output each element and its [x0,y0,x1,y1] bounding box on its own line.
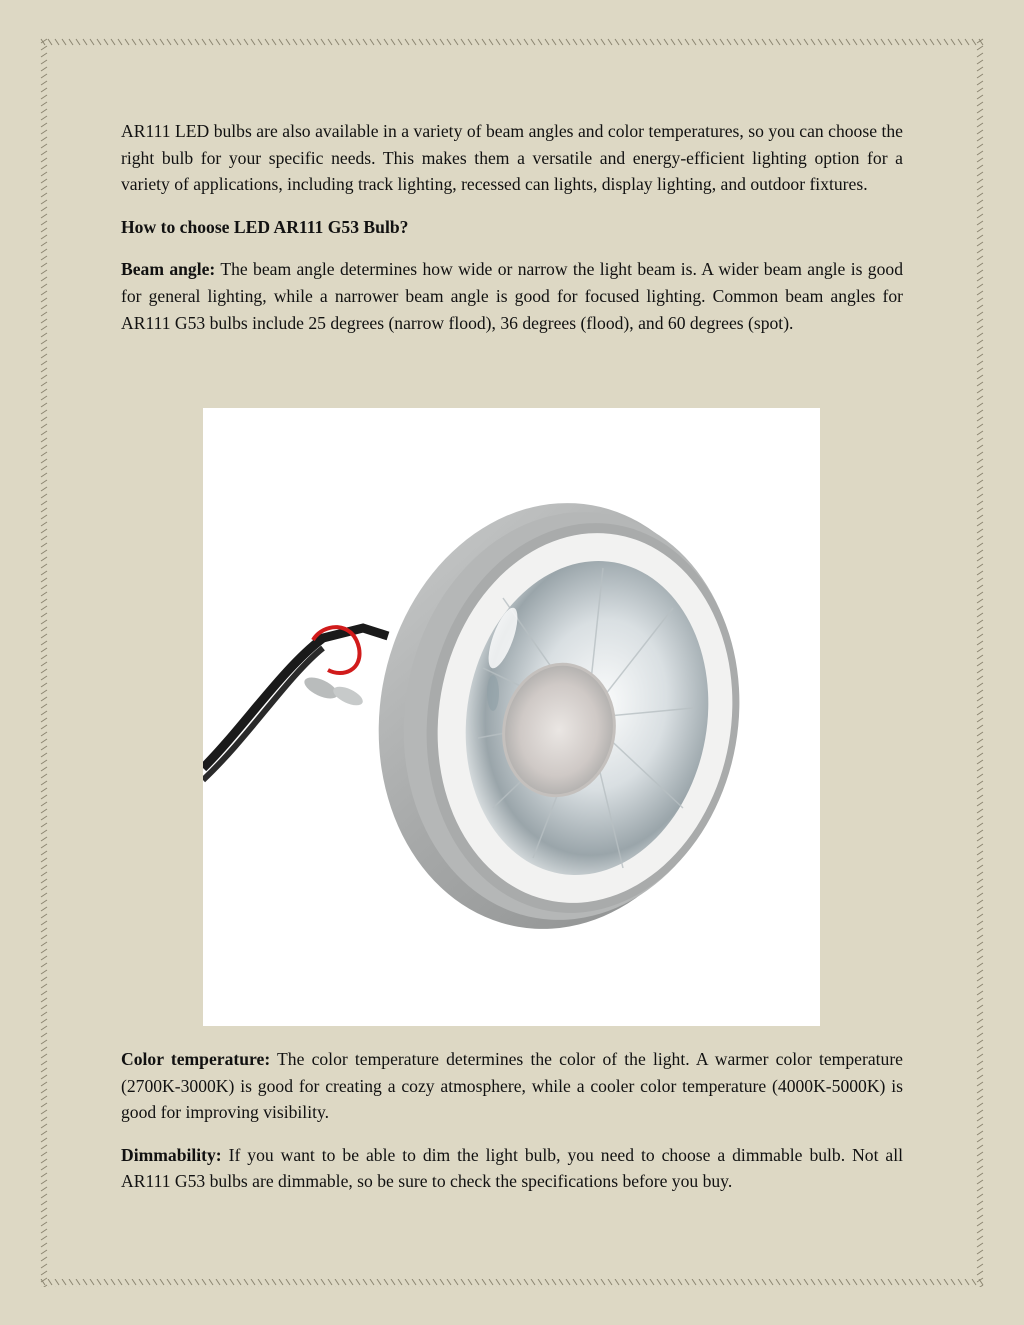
product-photo-ar111-bulb [203,408,820,1026]
dimmability-text: If you want to be able to dim the light bulb, you need to choose a dimmable bulb. Not all AR111 G53 bulbs are dimmable, so be sure to check the specifications before you buy. [121,1144,903,1192]
dimmability-label: Dimmability: [121,1144,222,1165]
dimmability-paragraph [121,1142,903,1195]
color-temperature-paragraph [121,1046,903,1126]
intro-paragraph: AR111 LED bulbs are also available in a variety of beam angles and color temperatures, so you can choose the right bulb for your specific needs. This makes them a versatile and energy-efficient lighting option for a variety of applications, including track lighting, recessed can lights, display lighting, and outdoor fixtures. [121,121,903,195]
article-body-bottom [121,1046,903,1195]
beam-angle-paragraph [121,256,903,336]
color-temperature-label: Color temperature: [121,1049,271,1069]
beam-angle-label: Beam angle: [121,259,216,280]
article-body-top [121,118,903,336]
color-temperature-text: The color temperature determines the color of the light. A warmer color temperature (2700K-3000K) is good for creating a cozy atmosphere, while a cooler color temperature (4000K-5000K) is good for improving visibility. [121,1049,903,1123]
section-heading: How to choose LED AR111 G53 Bulb? [121,216,409,237]
beam-angle-text: The beam angle determines how wide or narrow the light beam is. A wider beam angle is good for general lighting, while a narrower beam angle is good for focused lighting. Common beam angles for AR111 G53 bulbs include 25 degrees (narrow flood), 36 degrees (flood), and 60 degrees (spot). [121,259,903,333]
bulb-illustration [203,408,820,1026]
